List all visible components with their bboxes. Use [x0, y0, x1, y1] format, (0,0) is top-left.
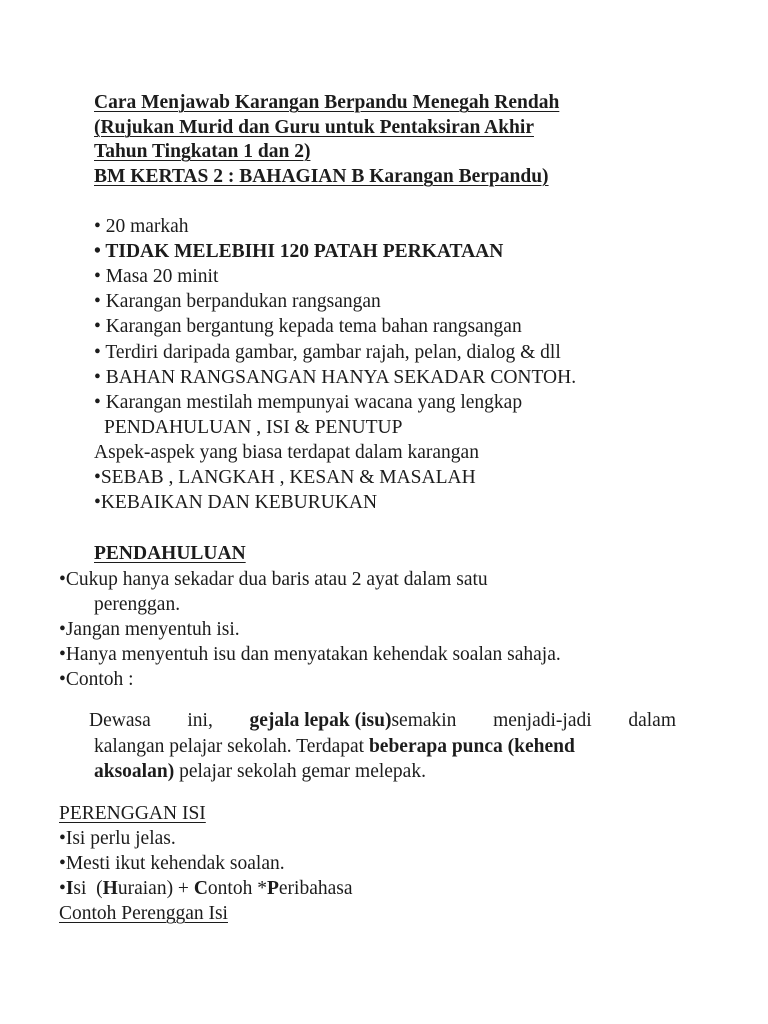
- contoh-perenggan-isi-link[interactable]: Contoh Perenggan Isi: [59, 903, 228, 924]
- isi-heading: PERENGGAN ISI: [59, 803, 206, 824]
- doc-title-line-1: Cara Menjawab Karangan Berpandu Menegah Rendah: [94, 92, 560, 113]
- pendahuluan-bullet: •Hanya menyentuh isu dan menyatakan kehendak soalan sahaja.: [59, 644, 561, 665]
- example-bold-phrase: beberapa punca (kehend: [368, 736, 575, 757]
- point-item: • 20 markah: [94, 216, 189, 237]
- aspects-intro: Aspek-aspek yang biasa terdapat dalam karangan: [94, 442, 479, 463]
- isi-bullet: •Isi perlu jelas.: [59, 828, 176, 849]
- example-paragraph-line-2: [94, 734, 575, 759]
- point-item: • Masa 20 minit: [94, 266, 219, 287]
- example-paragraph-line-1: [89, 708, 676, 733]
- point-item: • TIDAK MELEBIHI 120 PATAH PERKATAAN: [94, 241, 504, 262]
- formula-initial: H: [102, 878, 118, 899]
- example-word: Dewasa: [89, 710, 151, 731]
- point-item: • Karangan mestilah mempunyai wacana yang lengkap: [94, 392, 523, 413]
- example-bold-phrase: gejala lepak (isu): [249, 710, 392, 731]
- pendahuluan-bullet: •Cukup hanya sekadar dua baris atau 2 ayat dalam satu: [59, 569, 488, 590]
- example-word: ini,: [187, 710, 213, 731]
- doc-title-line-3: Tahun Tingkatan 1 dan 2): [94, 141, 311, 162]
- example-bold-phrase: aksoalan): [94, 761, 175, 782]
- formula-text: ontoh *: [207, 878, 267, 899]
- structure-line: PENDAHULUAN , ISI & PENUTUP: [104, 417, 403, 438]
- pendahuluan-bullet: •Contoh :: [59, 669, 134, 690]
- aspect-item: •SEBAB , LANGKAH , KESAN & MASALAH: [94, 467, 476, 488]
- example-text: pelajar sekolah gemar melepak.: [174, 761, 426, 782]
- point-item: • Terdiri daripada gambar, gambar rajah, pelan, dialog & dll: [94, 342, 561, 363]
- example-paragraph-line-3: [94, 759, 426, 784]
- doc-title-line-4: BM KERTAS 2 : BAHAGIAN B Karangan Berpandu): [94, 166, 549, 187]
- example-text: kalangan pelajar sekolah. Terdapat: [94, 736, 369, 757]
- formula-text: si (: [73, 878, 103, 899]
- pendahuluan-bullet: •Jangan menyentuh isi.: [59, 619, 240, 640]
- pendahuluan-heading: PENDAHULUAN: [94, 543, 246, 564]
- isi-formula: [59, 876, 353, 901]
- example-word: dalam: [628, 710, 676, 731]
- point-item: • BAHAN RANGSANGAN HANYA SEKADAR CONTOH.: [94, 367, 577, 388]
- point-item: • Karangan bergantung kepada tema bahan rangsangan: [94, 316, 522, 337]
- formula-bullet: •: [59, 878, 66, 899]
- aspect-item: •KEBAIKAN DAN KEBURUKAN: [94, 492, 378, 513]
- pendahuluan-bullet-continuation: perenggan.: [94, 594, 181, 615]
- point-item: • Karangan berpandukan rangsangan: [94, 291, 381, 312]
- example-word: semakin: [391, 710, 457, 731]
- example-word: menjadi-jadi: [493, 710, 592, 731]
- formula-text: uraian) +: [117, 878, 194, 899]
- doc-title-line-2: (Rujukan Murid dan Guru untuk Pentaksiran Akhir: [94, 117, 534, 138]
- formula-initial: I: [65, 878, 74, 899]
- formula-initial: P: [266, 878, 279, 899]
- isi-bullet: •Mesti ikut kehendak soalan.: [59, 853, 285, 874]
- formula-text: eribahasa: [278, 878, 353, 899]
- formula-initial: C: [193, 878, 208, 899]
